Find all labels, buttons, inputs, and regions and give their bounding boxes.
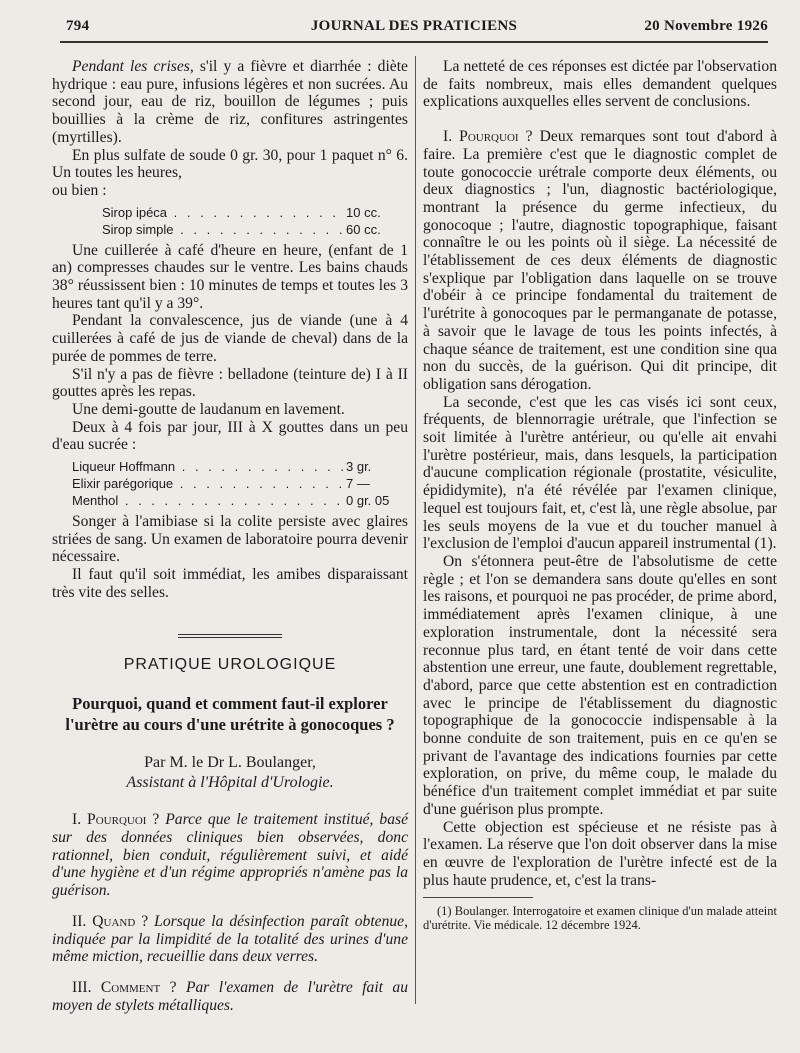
section-separator [178, 634, 282, 638]
prescription-row [72, 475, 408, 492]
paragraph: La netteté de ces réponses est dictée par l'observation de faits nombreux, mais elles demandent quelques explications auxquelles elles servent de conclusions. [423, 58, 777, 111]
question-head: I. Pourquoi ? [72, 811, 160, 829]
drug-dose: 7 — [346, 476, 370, 492]
author-affiliation: Assistant à l'Hôpital d'Urologie. [126, 774, 334, 792]
journal-title: JOURNAL DES PRATICIENS [310, 18, 518, 34]
column-divider [415, 56, 416, 1004]
question-answer [52, 913, 408, 966]
paragraph: Il faut qu'il soit immédiat, les amibes disparaissant très vite des selles. [52, 566, 408, 601]
question-head: III. Comment ? [72, 978, 177, 996]
drug-name: Sirop ipéca . . . [102, 204, 346, 221]
prescription-2 [72, 458, 408, 509]
prescription-row [102, 221, 408, 238]
issue-date: 20 Novembre 1926 [644, 18, 768, 34]
paragraph: Pendant la convalescence, jus de viande (une à 4 cuillerées à café de jus de viande de cheval) dans de la purée de pommes de terre. [52, 312, 408, 365]
footnote-rule [423, 897, 533, 898]
drug-name: Liqueur Hoffmann . . . [72, 458, 346, 475]
paragraph: La seconde, c'est que les cas visés ici sont ceux, fréquents, de blennorragie urétrale, que l'infection se soit limitée à l'urètre antérieur, ou qu'elle ait envahi l'urètre postérieur, mais, dans lesquels, la participation d'aucune complication régionale (prostatite, vésiculite, épididymite), n'a été révélée par l'examen clinique, lequel est toujours fait, et, c'est là, une règle absolue, par les seuls moyens de la vue et du toucher manuel à l'exclusion de l'emploi d'aucun appareil instrumental (1). [423, 393, 777, 553]
byline [52, 753, 408, 793]
paragraph: Une cuillerée à café d'heure en heure, (enfant de 1 an) compresses chaudes sur le ventre. Les bains chauds 38° réussissent bien : 10 minutes de temps et toutes les 3 heures tant qu'il y a 39°. [52, 241, 408, 312]
drug-dose: 3 gr. [346, 459, 372, 475]
answer-text: Parce que le traitement institué, basé sur des données cliniques bien observées, donc rationnel, bien conduit, régulièrement suivi, et aidé d'une hygiène et d'un régime appropriés n'amène pas la guérison. [52, 811, 408, 900]
author: Par M. le Dr L. Boulanger, [144, 754, 316, 772]
prescription-row [72, 458, 408, 475]
drug-name: Sirop simple . . . [102, 221, 346, 238]
section-title: PRATIQUE UROLOGIQUE [123, 655, 337, 673]
left-column [52, 58, 408, 1027]
paragraph: En plus sulfate de soude 0 gr. 30, pour 1 paquet n° 6. Un toutes les heures, [52, 146, 408, 182]
paragraph: On s'étonnera peut-être de l'absolutisme de cette règle ; et l'on se demandera sans doute qu'elles en sont les raisons, et pourquoi ne pas procéder, de prime abord, immédiatement après l'examen clinique, à une exploration instrumentale, dont la nécessité sera reconnue plus tard, en étant tenté de voir dans cette abstention une erreur, une faute, doublement regrettable, d'abord, parce que cette abstention est en contradiction avec le principe de l'établissement du diagnostic topographique de la gonococcie indispensable à la bonne conduite de son traitement, puis en ce qu'en se privant de l'avantage des indications fournies par cette exploration, on prive, du même coup, le malade du bénéfice d'un traitement complet immédiat et par suite d'une guérison plus prompte. [423, 552, 777, 818]
drug-dose: 10 cc. [346, 204, 381, 220]
paragraph-text: s'il y a fièvre et diarrhée : diète hydrique : eau pure, infusions légères et non sucrées. Au second jour, eau de riz, bouillon de légumes ; puis bouillies à la crème de riz, confitures astringentes (myrtilles). [52, 58, 408, 146]
paragraph-lead: Pendant les crises, [72, 58, 194, 75]
drug-name: Elixir parégorique . . . [72, 475, 346, 492]
paragraph: Songer à l'amibiase si la colite persiste avec glaires striées de sang. Un examen de laboratoire pourra devenir nécessaire. [52, 513, 408, 566]
footnote: (1) Boulanger. Interrogatoire et examen clinique d'un malade atteint d'urétrite. Vie médicale. 12 décembre 1924. [423, 904, 777, 933]
prescription-row [72, 492, 408, 509]
answer-text: Par l'examen de l'urètre fait au moyen de stylets métalliques. [52, 978, 409, 1014]
paragraph-text: Deux remarques sont tout d'abord à faire. La première c'est que le diagnostic complet de toute gonococcie urétrale comporte deux éléments, ou deux diagnostics ; l'un, diagnostic bactériologique, montrant la présence du germe infectieux, du gonocoque ; l'autre, diagnostic topographique, faisant connaître le ou les points où il siège. La nécessité de l'établissement de ces deux éléments de diagnostic s'explique par l'obligation dans laquelle on se trouve d'obéir à ce principe fondamental du traitement de l'urétrite à gonocoques par le permanganate de potasse, à savoir que le lavage de tous les points infectés, à chaque séance de traitement, est une condition sine qua non du succès, de la guérison. Qui dit principe, dit obligation sans dérogation. [423, 128, 777, 393]
question-answer [52, 811, 408, 900]
question-answer [52, 979, 408, 1014]
paragraph: S'il n'y a pas de fièvre : belladone (teinture de) I à II gouttes après les repas. [52, 365, 408, 401]
page-number: 794 [66, 18, 90, 34]
header-rule [60, 41, 768, 43]
right-column [423, 58, 777, 932]
drug-name: Menthol . . . [72, 492, 346, 509]
running-header [60, 18, 768, 40]
prescription-1 [102, 204, 408, 238]
paragraph: Une demi-goutte de laudanum en lavement. [72, 400, 345, 418]
paragraph: Cette objection est spécieuse et ne résiste pas à l'examen. La réserve que l'on doit observer dans la mise en œuvre de l'exploration de l'urètre infecté est de la plus haute prudence, et, c'est la trans- [423, 818, 777, 889]
drug-dose: 0 gr. 05 [346, 493, 390, 509]
paragraph [423, 128, 777, 394]
question-head: II. Quand ? [72, 912, 149, 930]
question-head: I. Pourquoi ? [443, 128, 533, 146]
answer-text: Lorsque la désinfection paraît obtenue, indiquée par la limpidité de la totalité des urines d'une même miction, recueillie dans deux verres. [52, 912, 408, 966]
paragraph [52, 58, 408, 147]
drug-dose: 60 cc. [346, 221, 381, 237]
paragraph: ou bien : [52, 181, 107, 199]
paragraph: Deux à 4 fois par jour, III à X gouttes dans un peu d'eau sucrée : [52, 418, 408, 454]
article-title: Pourquoi, quand et comment faut-il explorer l'urètre au cours d'une urétrite à gonocoques ? [65, 694, 395, 735]
prescription-row [102, 204, 408, 221]
